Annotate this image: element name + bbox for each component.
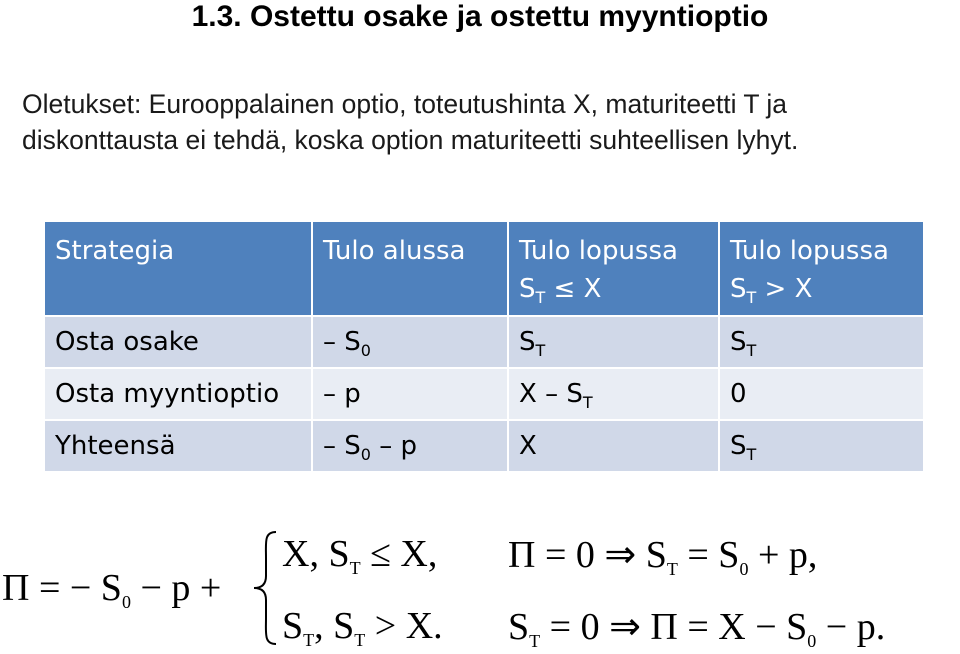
header-strategy: Strategia	[45, 222, 312, 316]
cell-strategy: Osta myyntioptio	[45, 368, 312, 420]
cell-end-low: X	[508, 420, 719, 471]
slide-title: 1.3. Ostettu osake ja ostettu myyntioptio	[191, 0, 769, 33]
table-row	[45, 420, 923, 471]
cell-strategy: Osta osake	[45, 316, 312, 368]
header-end-income-high: Tulo lopussa $S_T > X$	[719, 222, 923, 316]
case-2-condition: $S_T$, $S_T > X$.	[282, 605, 443, 650]
cell-end-high: $S_T$	[719, 420, 923, 471]
case-1-result: Π = 0 ⇒ $S_T = S_0 + p$,	[508, 534, 818, 579]
table-row	[45, 316, 923, 368]
cell-start: – p	[312, 368, 508, 420]
case-2-result: $S_T = 0$ ⇒ $\Pi = X - S_0 - p$.	[508, 606, 886, 651]
assumptions-line-1: Oletukset: Eurooppalainen optio, toteutushinta X, maturiteetti T ja	[22, 89, 788, 119]
cell-strategy: Yhteensä	[45, 420, 312, 471]
cell-start: – $S_0$	[312, 316, 508, 368]
strategy-table	[45, 222, 923, 471]
cell-end-low: $S_T$	[508, 316, 719, 368]
formula-lhs: Π = − $S_0 - p$ +	[2, 567, 222, 612]
table-row	[45, 368, 923, 420]
cell-end-high: $S_T$	[719, 316, 923, 368]
cell-end-low: X – $S_T$	[508, 368, 719, 420]
cell-end-high: 0	[719, 368, 923, 420]
table-header-row	[45, 222, 923, 316]
assumptions-line-2: diskonttausta ei tehdä, koska option maturiteetti suhteellisen lyhyt.	[22, 125, 799, 155]
left-brace-icon	[250, 528, 280, 648]
header-end-income-low: Tulo lopussa $S_T \le X$	[508, 222, 719, 316]
cell-start: – $S_0$ – p	[312, 420, 508, 471]
header-start-income: Tulo alussa	[312, 222, 508, 316]
payoff-formula	[0, 520, 960, 654]
case-1-condition: X, $S_T \le X$,	[282, 533, 438, 578]
assumptions-text	[22, 86, 798, 158]
